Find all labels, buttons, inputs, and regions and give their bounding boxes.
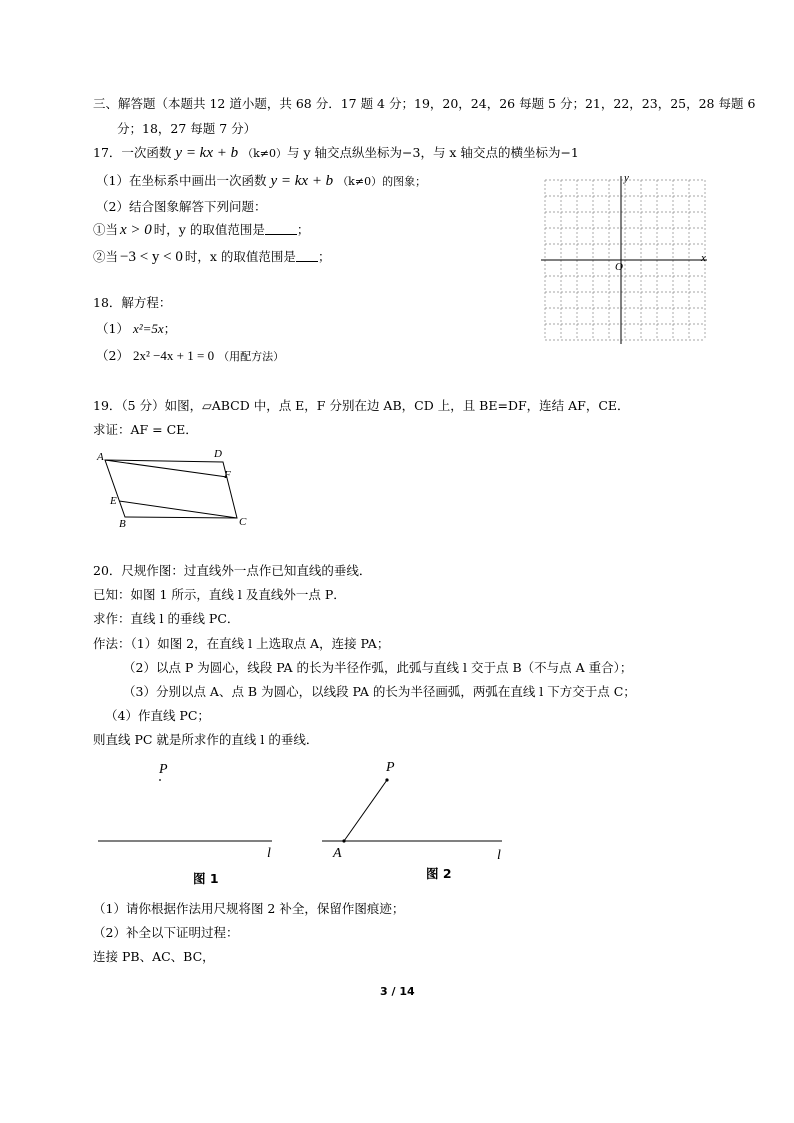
fig1-label-p: P <box>159 762 168 777</box>
q17-part2: （2）结合图象解答下列问题： <box>96 199 267 214</box>
segment-af <box>105 460 227 477</box>
fig2-label-p: P <box>386 760 395 775</box>
q20-sub1: （1）请你根据作法用尺规将图 2 补全，保留作图痕迹； <box>93 901 405 916</box>
fig1-label-l: l <box>267 846 271 861</box>
point-label-c: C <box>239 516 247 528</box>
point-label-b: B <box>119 518 126 530</box>
parallelogram-figure <box>93 448 253 538</box>
q20-method-4: （4）作直线 PC； <box>105 708 210 723</box>
answer-blank[interactable] <box>296 249 318 262</box>
q20-conclusion: 则直线 PC 就是所求作的直线 l 的垂线． <box>93 732 319 747</box>
q20-title: 20．尺规作图：过直线外一点作已知直线的垂线． <box>93 563 372 578</box>
point-p <box>159 779 161 781</box>
fig2-caption: 图 2 <box>426 866 452 881</box>
point-label-e: E <box>110 495 117 507</box>
fig2-label-a: A <box>333 846 342 861</box>
point-a <box>342 839 345 842</box>
q20-sub3: 连接 PB、AC、BC， <box>93 949 215 964</box>
axis-label-y: y <box>624 172 629 184</box>
page-number: 3 / 14 <box>380 985 415 998</box>
figure-2 <box>320 760 510 860</box>
point-label-f: F <box>224 469 231 481</box>
segment-ec <box>119 501 237 518</box>
axis-label-x: x <box>701 252 706 264</box>
q20-method-3: （3）分别以点 A、点 B 为圆心，以线段 PA 的长为半径画弧，两弧在直线 l 下方交于点 C； <box>123 684 636 699</box>
q20-known: 已知：如图 1 所示，直线 l 及直线外一点 P． <box>93 587 346 602</box>
q19-prove: 求证：AF = CE． <box>93 422 198 437</box>
q17-stem: 17．一次函数 y = kx + b （k≠0）与 y 轴交点纵坐标为−3，与 x 轴交点的横坐标为−1 <box>93 145 579 161</box>
point-label-a: A <box>97 451 104 463</box>
q18-title: 18．解方程： <box>93 295 172 310</box>
q20-ask: 求作：直线 l 的垂线 PC． <box>93 611 240 626</box>
section-header-line1: 三、解答题（本题共 12 道小题，共 68 分．17 题 4 分；19，20，24，26 每题 5 分；21，22，23，25，28 每题 6 <box>93 96 756 111</box>
point-label-d: D <box>214 448 222 460</box>
segment-pa <box>344 780 387 841</box>
fig1-caption: 图 1 <box>193 871 219 886</box>
q17-part1: （1）在坐标系中画出一次函数 y = kx + b （k≠0）的图象； <box>96 173 427 189</box>
q17-sub1: ①当 x > 0 时，y 的取值范围是 ； <box>93 222 310 238</box>
coordinate-grid[interactable] <box>541 176 713 348</box>
point-p <box>385 778 388 781</box>
q20-method-1: 作法：（1）如图 2，在直线 l 上选取点 A，连接 PA； <box>93 636 390 651</box>
q17-sub2: ②当 −3 < y < 0 时，x 的取值范围是 ； <box>93 249 331 265</box>
origin-label: O <box>615 261 623 273</box>
section-header-line2: 分；18，27 每题 7 分） <box>117 121 257 136</box>
answer-blank[interactable] <box>265 222 297 235</box>
q20-method-2: （2）以点 P 为圆心，线段 PA 的长为半径作弧，此弧与直线 l 交于点 B（不与点 A 重合）； <box>123 660 633 675</box>
q18-eq2: （2） 2x² −4x + 1 = 0 （用配方法） <box>96 348 285 363</box>
q19-stem: 19．（5 分）如图，▱ABCD 中，点 E，F 分别在边 AB，CD 上，且 BE=DF，连结 AF，CE． <box>93 398 630 413</box>
q18-eq1: （1） x²=5x； <box>96 321 177 336</box>
figure-1 <box>96 760 286 860</box>
fig2-label-l: l <box>497 848 501 863</box>
q20-sub2: （2）补全以下证明过程： <box>93 925 239 940</box>
